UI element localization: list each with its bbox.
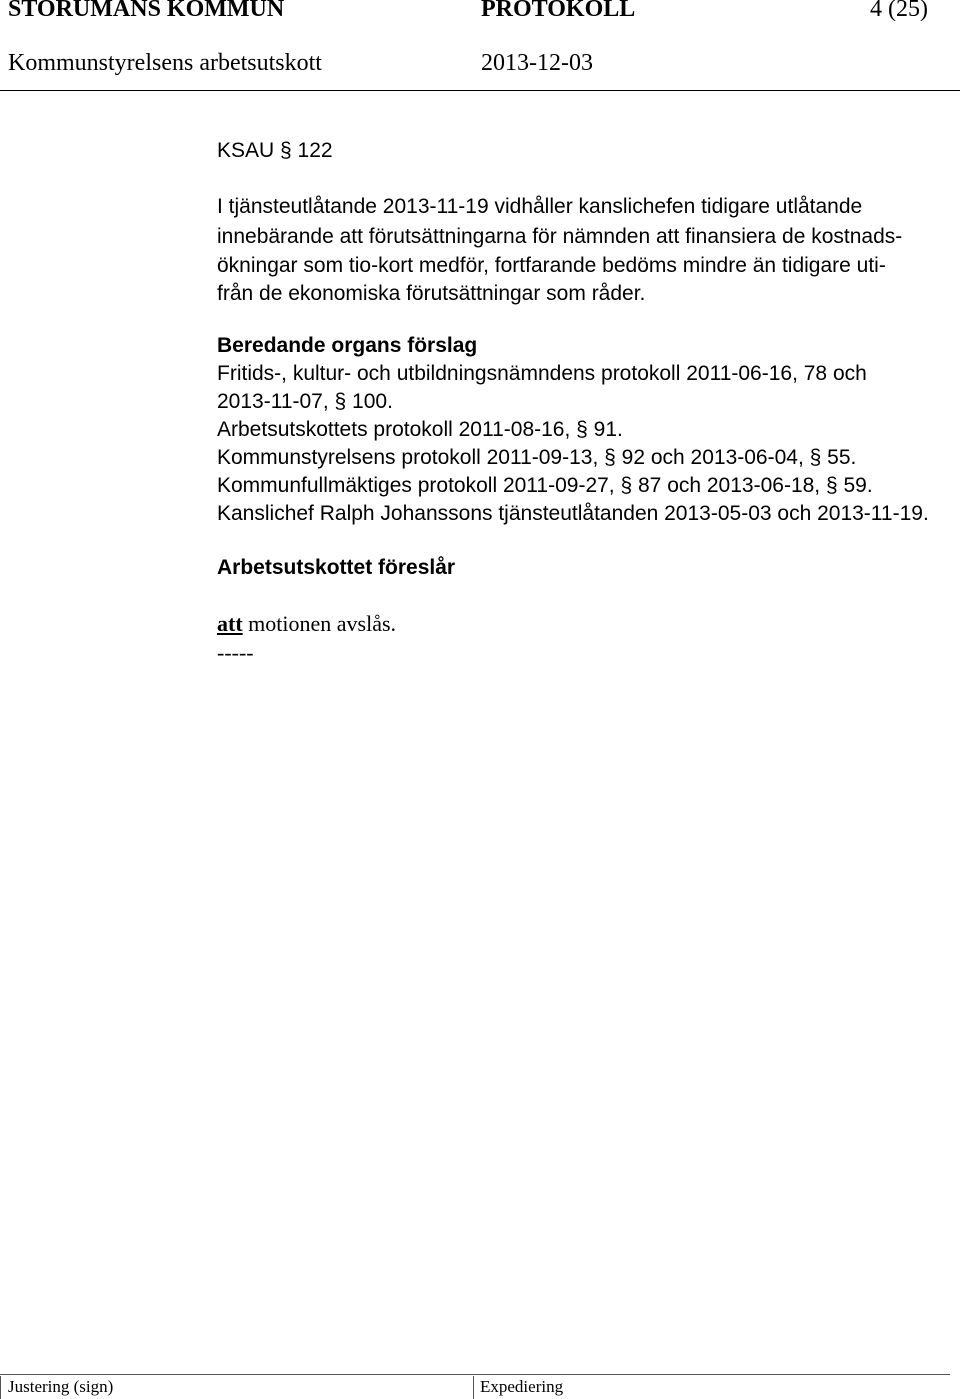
proposal-line: Arbetsutskottets protokoll 2011-08-16, § 91. — [217, 418, 623, 441]
decision-heading: Arbetsutskottet föreslår — [217, 556, 456, 579]
proposal-line: 2013-11-07, § 100. — [217, 390, 393, 413]
page-number: 4 (25) — [870, 0, 928, 22]
signature-box-divider — [473, 1376, 474, 1399]
signature-box-divider — [0, 1376, 1, 1399]
intro-line: från de ekonomiska förutsättningar som råder. — [217, 282, 646, 305]
footer-rule — [0, 1374, 950, 1375]
intro-line: ökningar som tio-kort medför, fortfarande bedöms mindre än tidigare uti- — [217, 254, 886, 277]
decision-text: motionen avslås. — [242, 611, 397, 636]
justering-label: Justering (sign) — [8, 1377, 114, 1396]
proposal-line: Kanslichef Ralph Johanssons tjänsteutlåtanden 2013-05-03 och 2013-11-19. — [217, 502, 929, 525]
expediering-label: Expediering — [480, 1377, 564, 1396]
decision-keyword: att — [217, 611, 243, 636]
proposal-line: Fritids-, kultur- och utbildningsnämndens protokoll 2011-06-16, 78 och — [217, 362, 867, 385]
proposal-line: Kommunstyrelsens protokoll 2011-09-13, § 92 och 2013-06-04, § 55. — [217, 446, 857, 469]
intro-line: I tjänsteutlåtande 2013-11-19 vidhåller kanslichefen tidigare utlåtande — [217, 195, 863, 218]
organization-name: STORUMANS KOMMUN — [8, 0, 285, 22]
proposal-heading: Beredande organs förslag — [217, 334, 478, 357]
intro-line: innebärande att förutsättningarna för nämnden att finansiera de kostnads- — [217, 225, 903, 248]
decision-line — [217, 611, 396, 637]
proposal-line: Kommunfullmäktiges protokoll 2011-09-27, § 87 och 2013-06-18, § 59. — [217, 474, 873, 497]
meeting-date: 2013-12-03 — [481, 50, 593, 76]
document-type: PROTOKOLL — [481, 0, 636, 22]
section-id: KSAU § 122 — [217, 139, 333, 162]
committee-name: Kommunstyrelsens arbetsutskott — [8, 50, 322, 76]
header-rule — [0, 90, 960, 91]
end-marker: ----- — [217, 640, 254, 665]
